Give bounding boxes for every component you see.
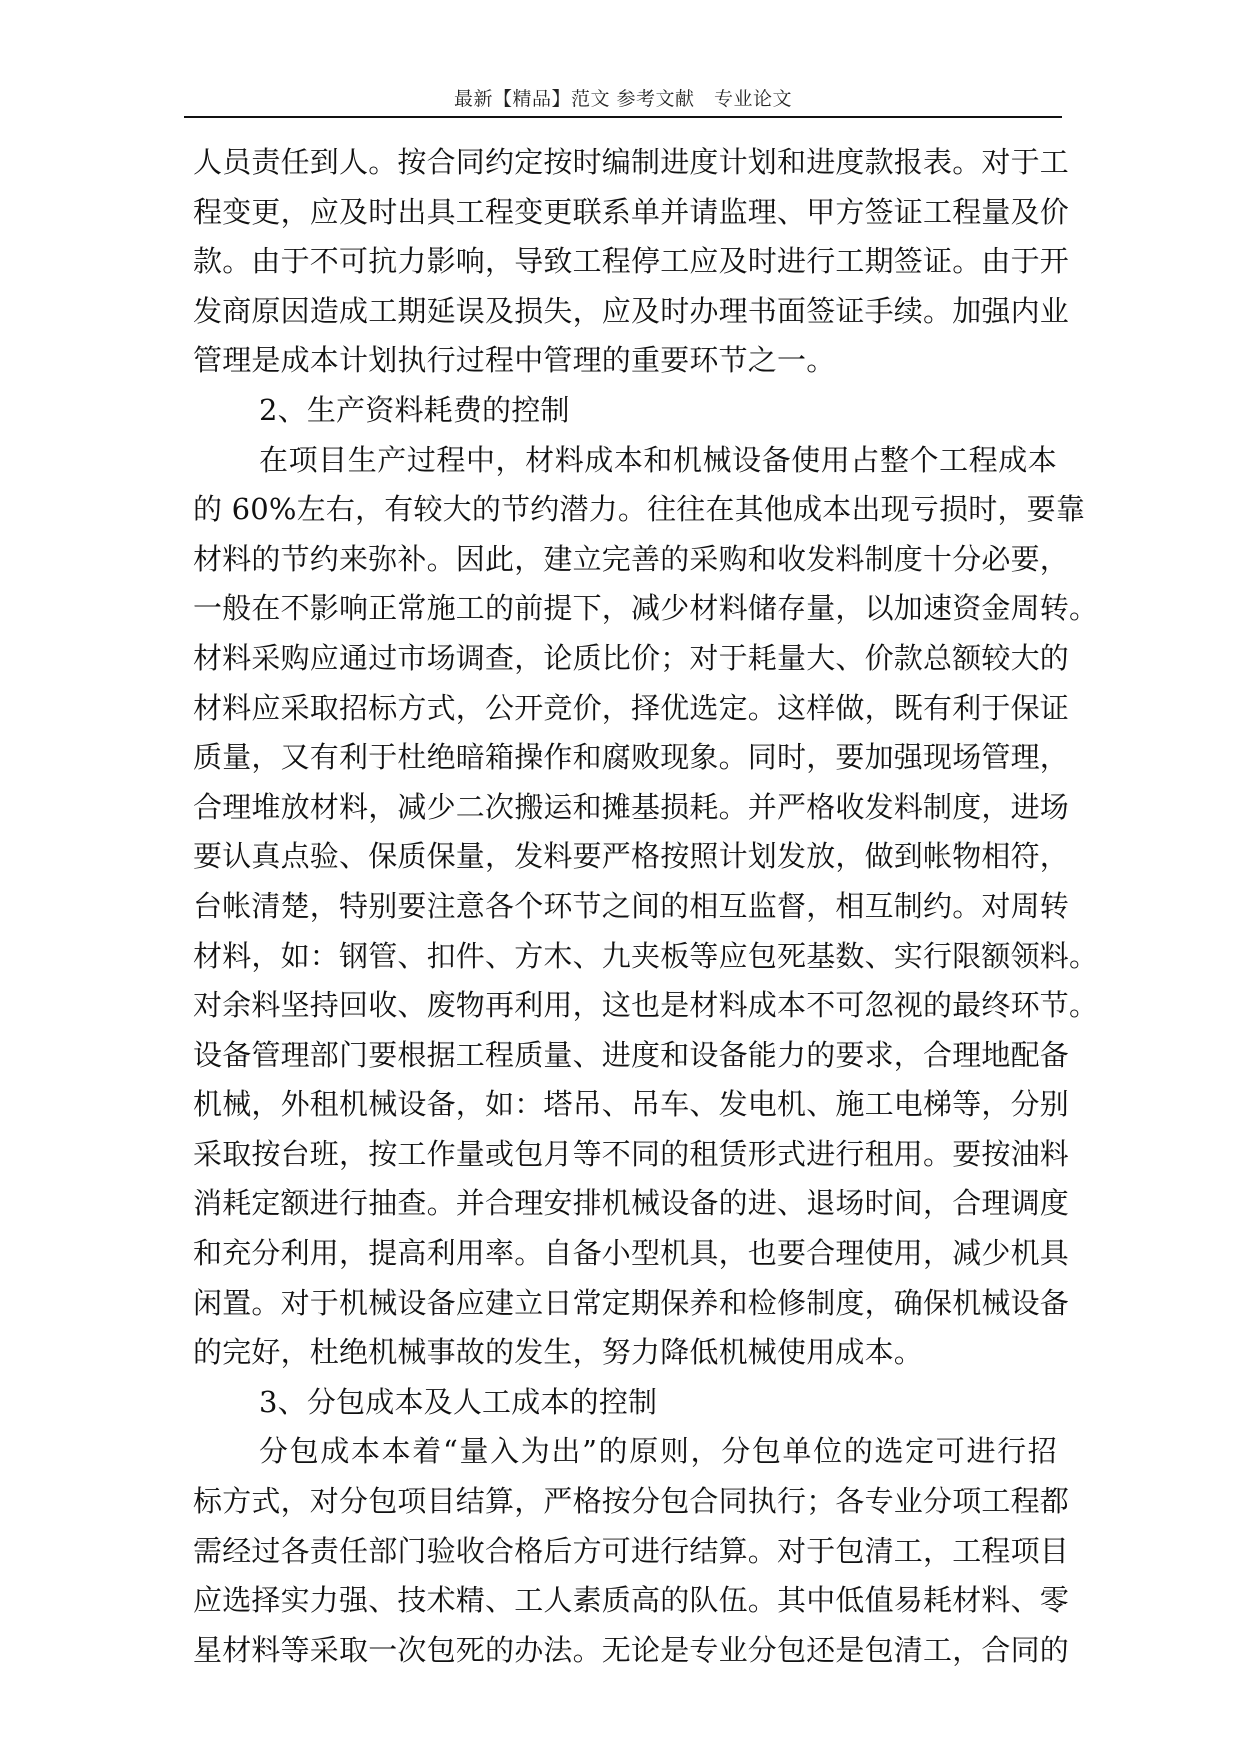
- text-line: 管理是成本计划执行过程中管理的重要环节之一。: [193, 343, 836, 378]
- page-header: 最新【精品】范文 参考文献 专业论文: [453, 88, 793, 110]
- text-line: 要认真点验、保质保量，发料要严格按照计划发放，做到帐物相符，: [193, 839, 1070, 874]
- text-line: 的 60%左右，有较大的节约潜力。往往在其他成本出现亏损时，要靠: [193, 492, 1086, 527]
- text-line: 材料的节约来弥补。因此，建立完善的采购和收发料制度十分必要，: [193, 541, 1070, 576]
- text-line: 的完好，杜绝机械事故的发生，努力降低机械使用成本。: [193, 1335, 924, 1370]
- document-body: [193, 138, 1099, 1675]
- text-line: 人员责任到人。按合同约定按时编制进度计划和进度款报表。对于工: [193, 145, 1070, 179]
- text-line: 对余料坚持回收、废物再利用，这也是材料成本不可忽视的最终环节。: [193, 988, 1099, 1023]
- text-line: 应选择实力强、技术精、工人素质高的队伍。其中低值易耗材料、零: [193, 1583, 1070, 1618]
- text-line: 材料应采取招标方式，公开竞价，择优选定。这样做，既有利于保证: [193, 690, 1070, 725]
- text-line: 发商原因造成工期延误及损失，应及时办理书面签证手续。加强内业: [193, 293, 1070, 328]
- text-line: 闲置。对于机械设备应建立日常定期保养和检修制度，确保机械设备: [193, 1285, 1070, 1320]
- text-line: 标方式，对分包项目结算，严格按分包合同执行；各专业分项工程都: [193, 1484, 1070, 1519]
- text-line: 设备管理部门要根据工程质量、进度和设备能力的要求，合理地配备: [193, 1037, 1070, 1072]
- text-line: 台帐清楚，特别要注意各个环节之间的相互监督，相互制约。对周转: [193, 888, 1070, 923]
- text-line: 消耗定额进行抽查。并合理安排机械设备的进、退场时间，合理调度: [193, 1186, 1070, 1221]
- text-line: 机械，外租机械设备，如：塔吊、吊车、发电机、施工电梯等，分别: [193, 1087, 1070, 1122]
- text-line: 在项目生产过程中，材料成本和机械设备使用占整个工程成本: [259, 442, 1057, 477]
- text-line: 星材料等采取一次包死的办法。无论是专业分包还是包清工，合同的: [193, 1632, 1070, 1667]
- text-line: 材料，如：钢管、扣件、方木、九夹板等应包死基数、实行限额领料。: [193, 938, 1099, 973]
- section-heading: 3、分包成本及人工成本的控制: [259, 1384, 658, 1419]
- text-line: 质量，又有利于杜绝暗箱操作和腐败现象。同时，要加强现场管理，: [193, 740, 1070, 775]
- text-line: 合理堆放材料，减少二次搬运和摊基损耗。并严格收发料制度，进场: [193, 789, 1070, 824]
- section-heading: 2、生产资料耗费的控制: [259, 392, 570, 427]
- text-line: 需经过各责任部门验收合格后方可进行结算。对于包清工，工程项目: [193, 1533, 1070, 1568]
- text-line: 分包成本本着“量入为出”的原则，分包单位的选定可进行招: [259, 1434, 1057, 1469]
- text-line: 款。由于不可抗力影响，导致工程停工应及时进行工期签证。由于开: [193, 244, 1070, 279]
- header-divider: [184, 116, 1062, 118]
- text-line: 程变更，应及时出具工程变更联系单并请监理、甲方签证工程量及价: [193, 194, 1070, 229]
- text-line: 采取按台班，按工作量或包月等不同的租赁形式进行租用。要按油料: [193, 1136, 1070, 1171]
- text-line: 一般在不影响正常施工的前提下，减少材料储存量，以加速资金周转。: [193, 591, 1099, 626]
- text-line: 和充分利用，提高利用率。自备小型机具，也要合理使用，减少机具: [193, 1236, 1070, 1271]
- text-line: 材料采购应通过市场调查，论质比价；对于耗量大、价款总额较大的: [193, 640, 1070, 675]
